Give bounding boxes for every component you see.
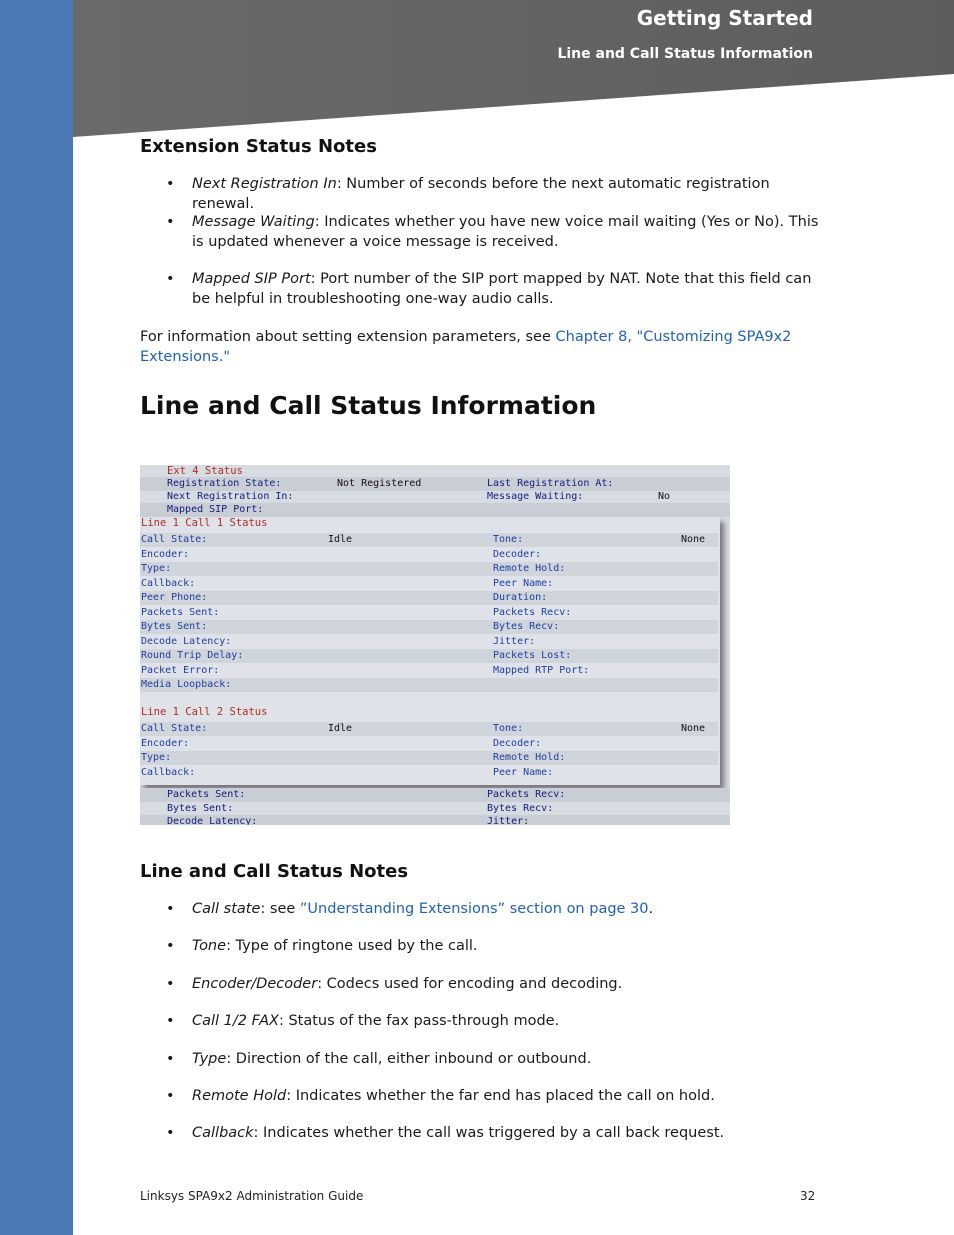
bullet-text: : Indicates whether you have new voice mail waiting (Yes or No). This is updated whenever a voice message is received. [192,214,819,250]
status-row [140,722,718,736]
status-field-label: Remote Hold: [493,752,566,763]
status-row [140,577,718,591]
bullet-text: : Indicates whether the far end has placed the call on hold. [286,1088,715,1104]
call1-status-title: Line 1 Call 1 Status [141,517,268,529]
bullet-dot: • [166,214,175,230]
call1-section-row [140,517,718,531]
status-row [140,751,718,765]
header-band-shape [73,0,954,140]
bullet-dot: • [166,976,175,992]
bullet-text-after: . [648,901,654,917]
status-row [140,533,718,547]
status-field-label: Mapped RTP Port: [493,664,590,676]
bullet-text: : Type of ringtone used by the call. [226,938,478,954]
status-row [140,649,718,663]
status-field-label: Decode Latency: [141,635,232,647]
call2-status-title: Line 1 Call 2 Status [141,706,268,718]
status-field-label: Encoder: [141,737,190,749]
status-field-value: None [681,534,706,545]
status-row [140,788,730,802]
status-row [140,490,730,504]
bullet-item [140,1011,820,1031]
status-row [140,815,730,825]
status-field-label: Peer Name: [493,577,554,589]
bullet-term: Tone [192,938,227,954]
status-field-value: No [658,491,671,502]
status-field-label: Type: [141,563,172,574]
status-row [140,503,730,517]
bullet-text: : see [260,901,300,917]
status-field-label: Message Waiting: [487,491,584,502]
status-row [140,620,718,634]
status-field-label: Packets Recv: [487,789,566,800]
bullet-term: Encoder/Decoder [192,976,318,992]
bullet-term: Remote Hold [192,1088,287,1104]
bullet-term: Type [192,1051,227,1067]
bullet-item [140,269,820,309]
status-row [140,591,718,605]
status-field-label: Decoder: [493,548,542,560]
status-row [140,477,730,491]
bullet-dot: • [166,1013,175,1029]
status-field-label: Decode Latency: [167,816,258,825]
status-field-label: Packets Lost: [493,650,572,661]
status-field-label: Bytes Recv: [487,802,554,814]
status-row [140,678,718,692]
status-row [140,766,718,780]
bullet-item [140,1049,820,1069]
status-field-value: None [681,723,706,734]
bullet-text: : Direction of the call, either inbound or outbound. [226,1051,592,1067]
bullet-item [140,174,820,214]
bullet-item [140,1086,820,1106]
bullet-dot: • [166,1125,175,1141]
bullet-term: Call 1/2 FAX [192,1013,279,1029]
status-field-label: Bytes Recv: [493,621,560,632]
status-field-label: Bytes Sent: [167,802,234,814]
bullet-dot: • [166,938,175,954]
bullet-term: Mapped SIP Port [192,271,311,287]
status-field-label: Call State: [141,723,208,734]
status-field-label: Tone: [493,534,524,545]
status-field-label: Registration State: [167,478,282,489]
status-field-label: Jitter: [493,635,536,647]
status-row [140,737,718,751]
status-field-label: Peer Name: [493,766,554,778]
status-field-label: Type: [141,752,172,763]
bullet-term: Callback [192,1125,254,1141]
status-row [140,548,718,562]
bullet-item [140,1123,820,1143]
status-field-label: Media Loopback: [141,679,232,690]
bullet-item [140,936,820,956]
call-notes-heading: Line and Call Status Notes [140,861,409,882]
status-field-label: Mapped SIP Port: [167,504,264,515]
bullet-text: : Number of seconds before the next automatic registration renewal. [192,176,770,212]
status-field-value: Idle [328,723,353,734]
status-field-label: Tone: [493,723,524,734]
extension-info-paragraph [140,327,820,367]
status-field-label: Peer Phone: [141,592,208,603]
call2-section-row [140,706,718,720]
status-field-label: Decoder: [493,737,542,749]
bullet-dot: • [166,901,175,917]
status-row [140,562,718,576]
status-field-label: Packet Error: [141,664,220,676]
status-field-label: Packets Recv: [493,606,572,618]
bullet-text: : Status of the fax pass-through mode. [278,1013,560,1029]
status-row [140,635,718,649]
status-field-value: Idle [328,534,353,545]
bullet-dot: • [166,1088,175,1104]
ext-status-title: Ext 4 Status [167,465,243,477]
status-field-label: Packets Sent: [141,606,220,618]
bullet-item [140,899,820,919]
left-blue-sidebar [0,0,73,1235]
bullet-item [140,974,820,994]
bullet-text: : Codecs used for encoding and decoding. [317,976,623,992]
footer-page-number: 32 [800,1189,816,1203]
status-field-label: Duration: [493,592,548,603]
status-screenshot [140,465,730,825]
status-field-label: Round Trip Delay: [141,650,244,661]
status-row [140,664,718,678]
page-header [73,0,954,140]
footer-guide-title: Linksys SPA9x2 Administration Guide [140,1189,364,1203]
status-field-label: Packets Sent: [167,789,246,800]
status-field-label: Bytes Sent: [141,621,208,632]
status-field-label: Jitter: [487,816,530,825]
status-field-label: Callback: [141,577,196,589]
chapter-8-link[interactable]: Chapter 8, "Customizing SPA9x2 Extensions." [140,329,792,365]
status-field-label: Remote Hold: [493,563,566,574]
status-field-label: Callback: [141,766,196,778]
main-heading: Line and Call Status Information [140,391,597,420]
status-row [140,802,730,816]
status-field-label: Encoder: [141,548,190,560]
bullet-dot: • [166,176,175,192]
bullet-term: Next Registration In [192,176,337,192]
bullet-text: : Indicates whether the call was triggered by a call back request. [253,1125,725,1141]
bullet-dot: • [166,271,175,287]
understanding-extensions-link[interactable]: ”Understanding Extensions” section on page 30 [299,901,649,917]
paragraph-text: For information about setting extension parameters, see [140,329,556,345]
bullet-text: : Port number of the SIP port mapped by NAT. Note that this field can be helpful in troubleshooting one-way audio calls. [192,271,812,307]
extension-notes-heading: Extension Status Notes [140,136,377,157]
bullet-term: Message Waiting [192,214,315,230]
call-status-panel [140,517,720,785]
status-row [140,606,718,620]
status-field-label: Next Registration In: [167,491,294,502]
chapter-title: Getting Started [636,6,813,30]
status-field-label: Call State: [141,534,208,545]
status-field-value: Not Registered [337,478,422,489]
bullet-term: Call state [192,901,261,917]
bullet-item [140,212,820,252]
bullet-dot: • [166,1051,175,1067]
section-subtitle: Line and Call Status Information [557,46,813,62]
status-field-label: Last Registration At: [487,478,614,489]
